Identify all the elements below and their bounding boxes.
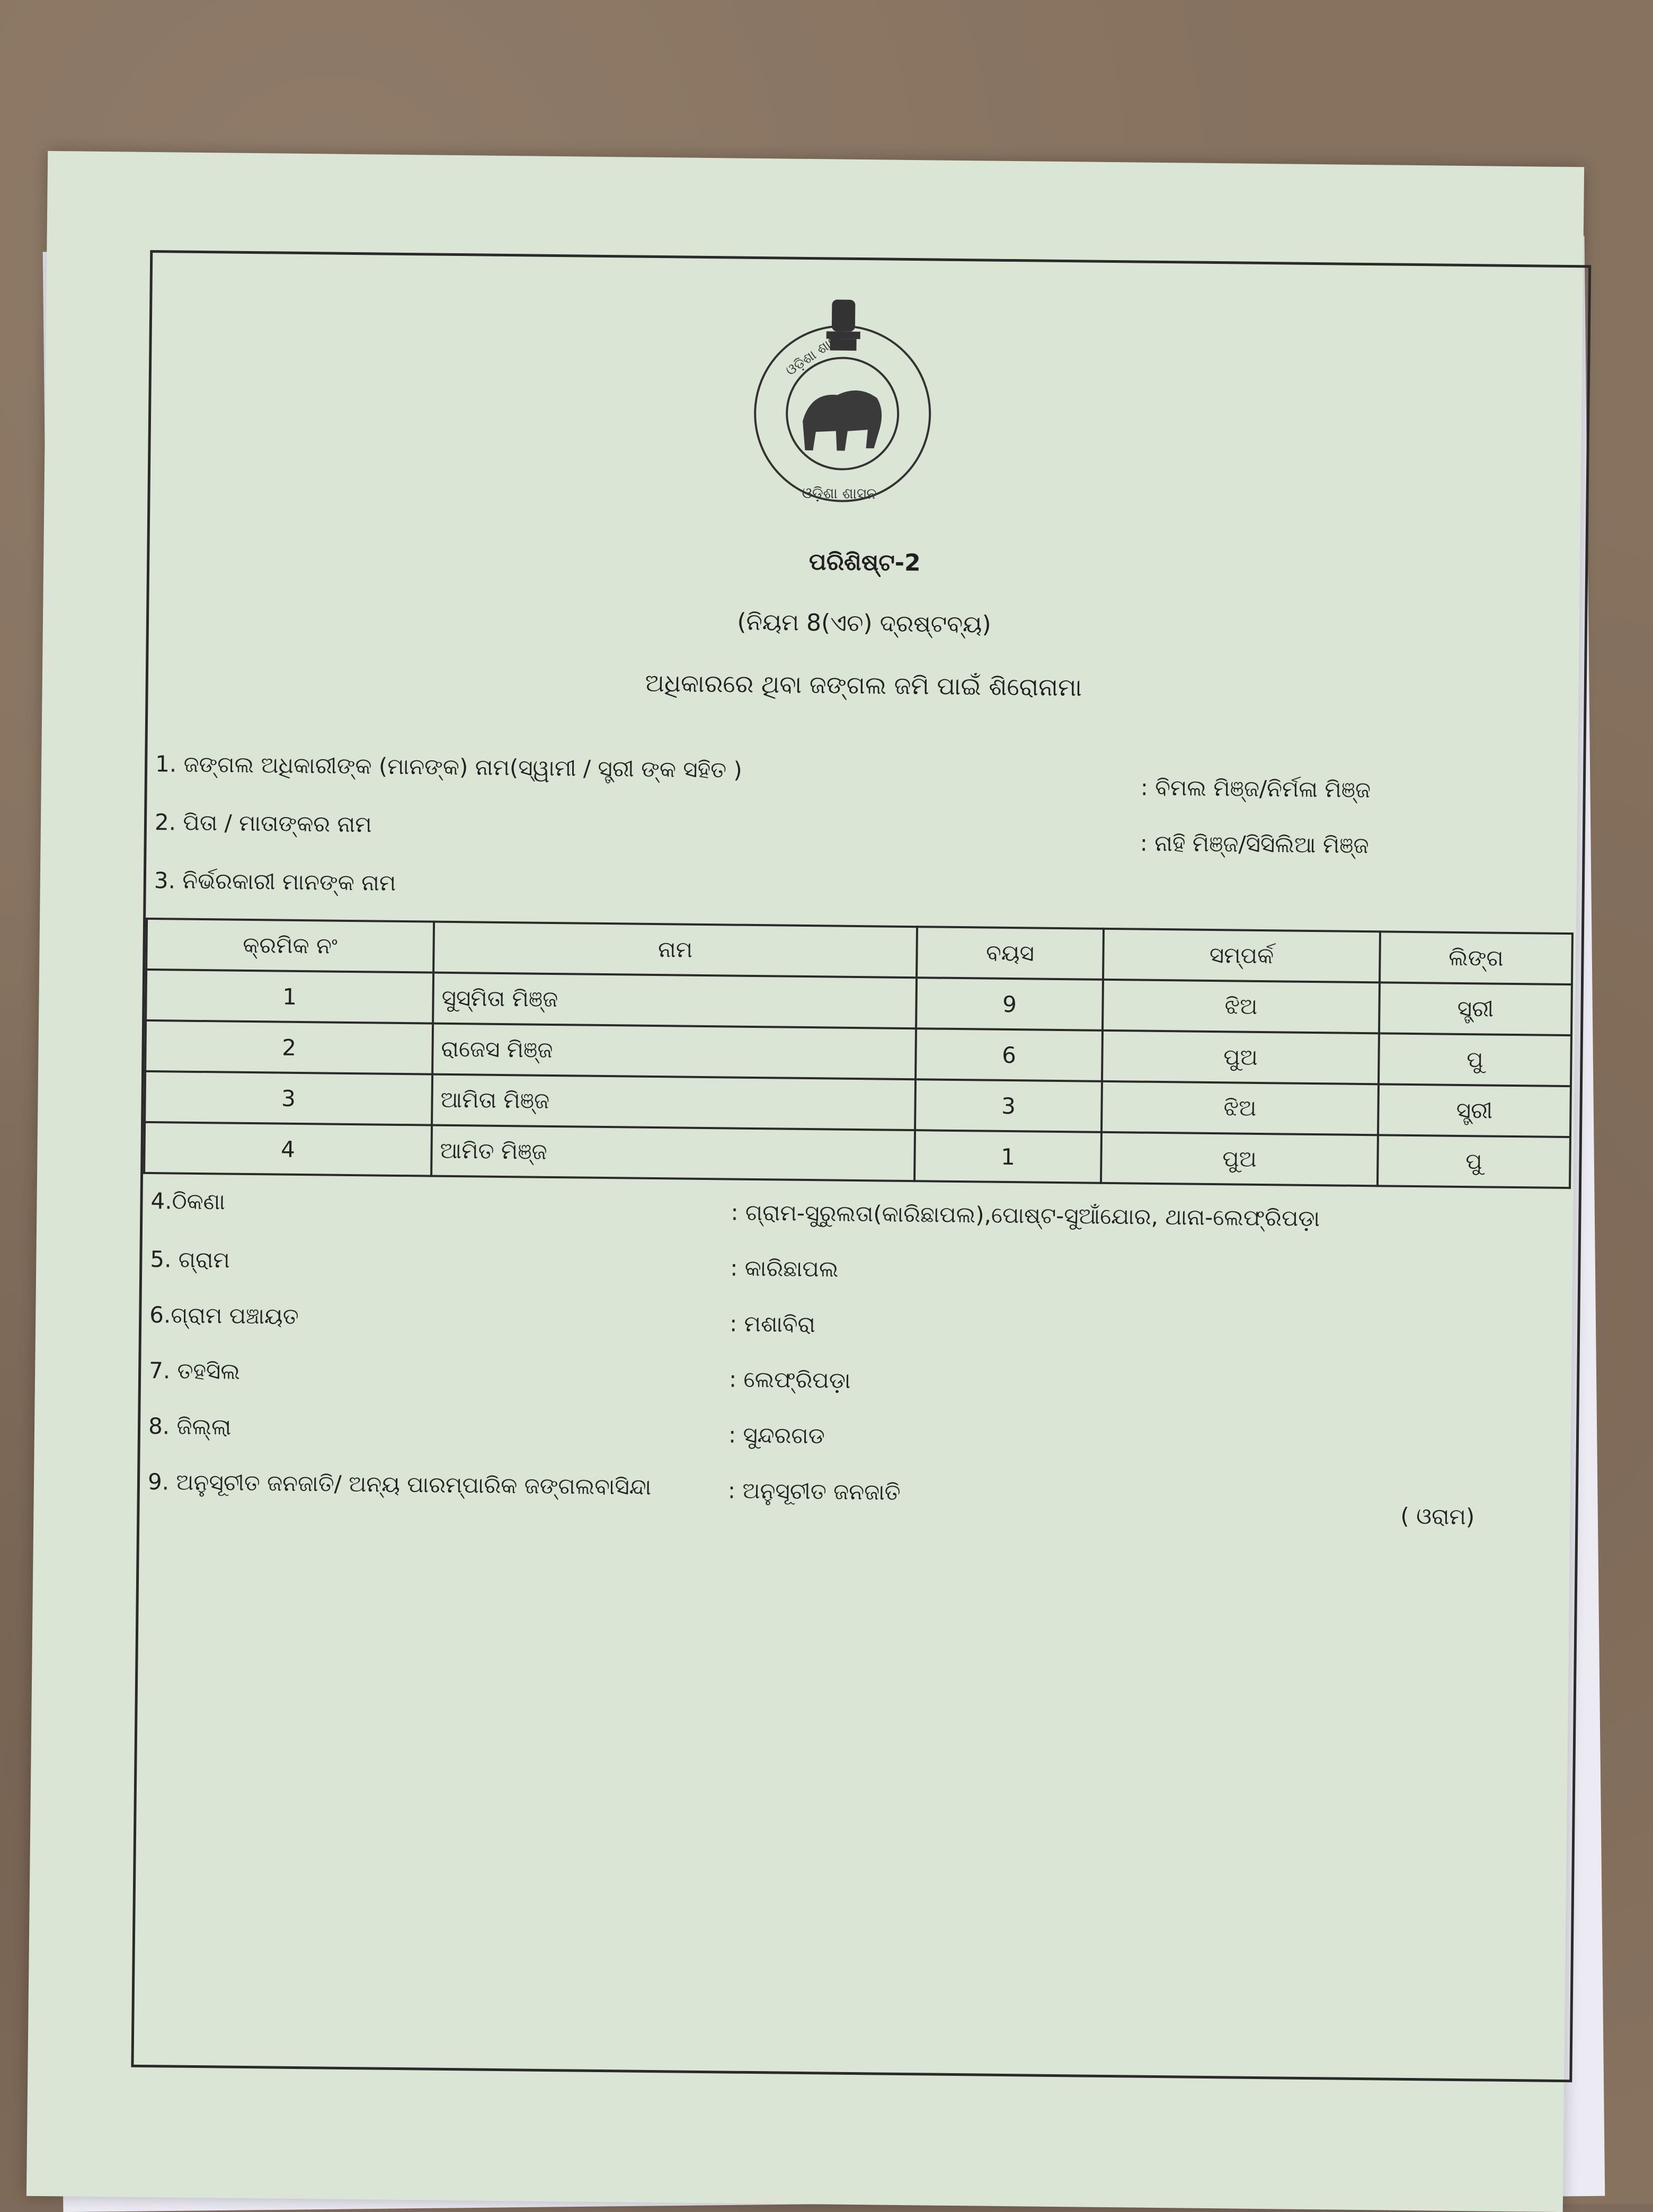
- field-value-tribe-category: : ଅନୁସୂଚୀତ ଜନଜାତି: [727, 1477, 901, 1505]
- field-label-tribe-category: 9. ଅନୁସୂଚୀତ ଜନଜାତି/ ଅନ୍ୟ ପାରମ୍ପାରିକ ଜଙ୍ଗଲବାସିନ୍ଦା: [147, 1469, 652, 1500]
- header-gender: ଲିଙ୍ଗ: [1380, 931, 1572, 984]
- header-serial-number: କ୍ରମିକ ନଂ: [146, 919, 434, 973]
- cell-name: ଆମିତ ମିଞ୍ଜ: [431, 1125, 915, 1181]
- field-label-tehsil: 7. ତହସିଲ: [148, 1357, 241, 1384]
- field-value-gram-panchayat: : ମଶାବିରା: [729, 1310, 816, 1338]
- cell-gender: ପୁ: [1379, 1033, 1571, 1086]
- cell-relation: ପୁଅ: [1101, 1132, 1378, 1186]
- document-heading: ଅଧିକାରରେ ଥିବା ଜଙ୍ଗଲ ଜମି ପାଇଁ ଶିରୋନାମା: [645, 668, 1082, 702]
- dependents-table: [143, 918, 1574, 1189]
- header-name: ନାମ: [433, 922, 917, 978]
- field-value-village: : କାରିଛାପଲ: [730, 1255, 839, 1282]
- field-label-gram-panchayat: 6.ଗ୍ରାମ ପଞ୍ଚାୟତ: [149, 1302, 299, 1329]
- cell-serial: 3: [145, 1071, 432, 1125]
- document-title: ପରିଶିଷ୍ଟ-2: [808, 548, 921, 577]
- cell-relation: ଝିଅ: [1103, 980, 1380, 1033]
- field-label-address: 4.ଠିକଣା: [150, 1188, 226, 1215]
- field-value-parents: : ନାହି ମିଞ୍ଜ/ସିସିଲିଆ ମିଞ୍ଜ: [1140, 830, 1369, 859]
- header-age: ବୟସ: [917, 927, 1104, 980]
- cell-relation: ପୁଅ: [1102, 1031, 1379, 1084]
- cell-relation: ଝିଅ: [1101, 1081, 1379, 1135]
- field-value-district: : ସୁନ୍ଦରଗଡ: [728, 1422, 825, 1449]
- field-value-tehsil: : ଲେଫ୍ରିପଡ଼ା: [728, 1366, 851, 1393]
- field-extra-tribe-name: ( ଓରାମ): [1400, 1503, 1475, 1530]
- field-label-district: 8. ଜିଲ୍ଲା: [148, 1413, 232, 1440]
- field-value-address: : ଗ୍ରାମ-ସୁରୁଲତା(କାରିଛାପଲ),ପୋଷ୍ଟ-ସୁଆଁଯୋର, ଥାନା-ଲେଫ୍ରିପଡ଼ା: [731, 1199, 1320, 1232]
- field-label-forest-right-holders: 1. ଜଙ୍ଗଲ ଅଧିକାରୀଙ୍କ (ମାନଙ୍କ) ନାମ(ସ୍ୱାମୀ / ସ୍ତ୍ରୀ ଙ୍କ ସହିତ ): [155, 751, 743, 783]
- cell-gender: ସ୍ତ୍ରୀ: [1379, 982, 1572, 1035]
- emblem-top-left-text: ଓଡ଼ିଶା ଶାସନ: [783, 326, 849, 379]
- emblem-bottom-text: ଓଡ଼ିଶା ଶାସନ: [802, 484, 877, 503]
- cell-age: 1: [914, 1130, 1101, 1183]
- odisha-government-emblem: [751, 288, 934, 513]
- cell-age: 9: [916, 978, 1103, 1031]
- header-relation: ସମ୍ପର୍କ: [1103, 929, 1380, 982]
- cell-name: ରାଜେସ ମିଞ୍ଜ: [432, 1024, 916, 1080]
- cell-name: ଆମିତା ମିଞ୍ଜ: [432, 1074, 916, 1131]
- cell-serial: 2: [145, 1020, 433, 1074]
- field-label-parents: 2. ପିତା / ମାତାଙ୍କର ନାମ: [154, 809, 372, 838]
- cell-serial: 4: [144, 1122, 432, 1176]
- cell-name: ସୁସ୍ମିତା ମିଞ୍ଜ: [433, 973, 917, 1029]
- cell-serial: 1: [146, 970, 433, 1024]
- cell-gender: ସ୍ତ୍ରୀ: [1378, 1084, 1571, 1137]
- cell-age: 6: [916, 1028, 1103, 1081]
- cell-age: 3: [915, 1079, 1102, 1132]
- document-page: [26, 151, 1584, 2212]
- field-label-dependents: 3. ନିର୍ଭରକାରୀ ମାନଙ୍କ ନାମ: [154, 867, 396, 896]
- field-value-forest-right-holders: : ବିମଲ ମିଞ୍ଜ/ନିର୍ମଳା ମିଞ୍ଜ: [1140, 774, 1371, 803]
- field-label-village: 5. ଗ୍ରାମ: [150, 1246, 230, 1273]
- cell-gender: ପୁ: [1378, 1135, 1570, 1188]
- document-subtitle: (ନିୟମ 8(ଏଚ) ଦ୍ରଷ୍ଟବ୍ୟ): [737, 608, 991, 638]
